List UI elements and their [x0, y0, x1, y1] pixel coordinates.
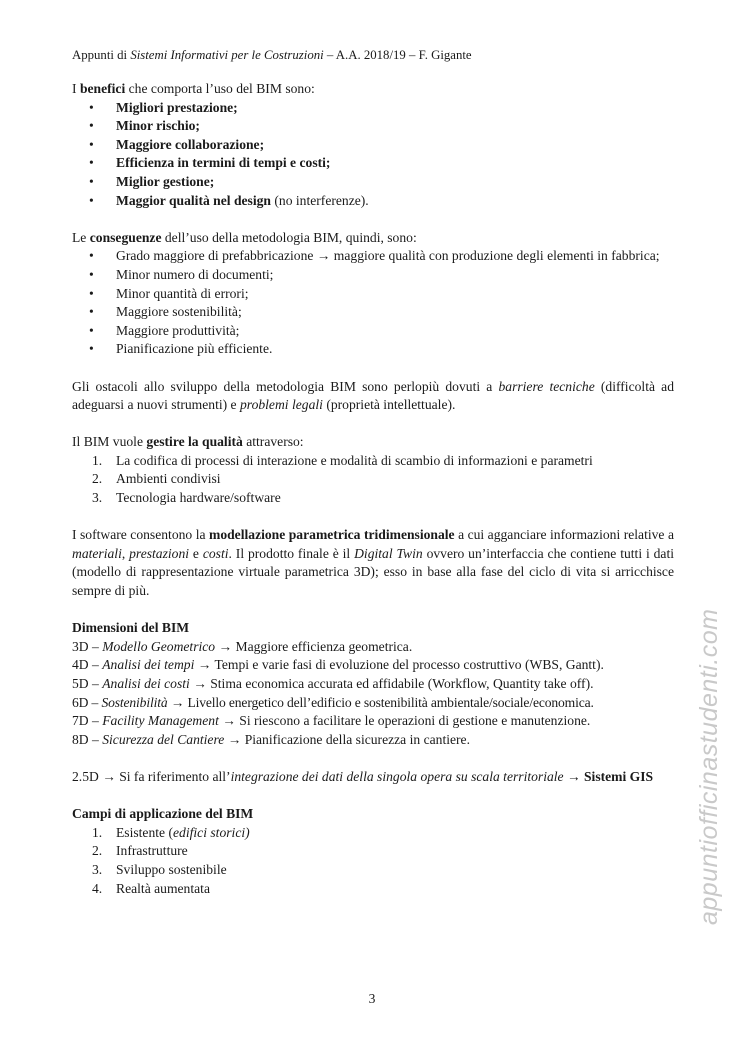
qualita-item-text: Ambienti condivisi	[116, 471, 221, 487]
list-item: • Maggiore sostenibilità;	[72, 303, 674, 322]
campi-item-text: Sviluppo sostenibile	[116, 861, 227, 877]
header-prefix: Appunti di	[72, 48, 131, 62]
list-item	[72, 173, 674, 192]
benefici-item-text: Efficienza in termini di tempi e costi;	[116, 155, 331, 171]
list-item	[72, 880, 674, 899]
ostacoli-problemi: problemi legali	[239, 397, 323, 413]
campi-item-text: Realtà aumentata	[116, 880, 210, 896]
benefici-list	[72, 99, 674, 211]
dimension-desc: → Maggiore efficienza geometrica.	[215, 638, 413, 654]
qualita-intro-post: attraverso:	[242, 434, 304, 450]
ostacoli-text-3: (proprietà intellettuale).	[322, 397, 456, 413]
gis-arrow: →	[563, 768, 584, 784]
campi-heading	[72, 805, 674, 824]
software-costi: costi	[202, 545, 229, 561]
dimensioni-heading	[72, 619, 674, 638]
ostacoli-paragraph	[72, 378, 674, 415]
benefici-item-text: Migliori prestazione;	[116, 99, 238, 115]
campi-title: Campi di applicazione del BIM	[72, 806, 254, 822]
dimension-label: 7D –	[72, 713, 103, 729]
list-item	[72, 136, 674, 155]
software-keyword: modellazione parametrica tridimensionale	[209, 527, 455, 543]
dimension-row	[72, 731, 674, 750]
software-text-3: ,	[121, 545, 130, 561]
list-item	[72, 452, 674, 471]
list-item	[72, 192, 674, 211]
campi-list	[72, 824, 674, 898]
dimension-label: 8D –	[72, 731, 103, 747]
dimension-label: 6D –	[72, 694, 102, 710]
dimension-name: Sostenibilità	[101, 694, 168, 710]
dimension-row	[72, 675, 674, 694]
dimension-desc: → Livello energetico dell’edificio e sostenibilità ambientale/sociale/economica.	[167, 694, 594, 710]
list-item	[72, 154, 674, 173]
software-text-4: e	[189, 545, 203, 561]
conseguenze-keyword: conseguenze	[89, 229, 162, 245]
list-item: • Minor numero di documenti;	[72, 266, 674, 285]
software-text-6: ovvero un’interfaccia che contiene tutti i dati (modello di rappresentazione virtuale parametrica 3D); esso in base alla fase del ciclo di vita si arricchisce sempre di più.	[72, 545, 675, 599]
dimension-name: Facility Management	[102, 713, 219, 729]
software-digital-twin: Digital Twin	[354, 545, 423, 561]
dimension-row	[72, 712, 674, 731]
software-text-5: . Il prodotto finale è il	[228, 545, 355, 561]
dimension-label: 3D –	[72, 638, 103, 654]
dimension-name: Analisi dei costi	[102, 676, 190, 691]
dimension-desc: → Si riescono a facilitare le operazioni di gestione e manutenzione.	[218, 713, 591, 729]
list-item	[72, 824, 674, 843]
gis-keyword: Sistemi GIS	[583, 768, 654, 784]
list-number: 3.	[92, 490, 103, 506]
page-header	[72, 46, 472, 65]
benefici-item-suffix: (no interferenze).	[270, 192, 369, 208]
dimension-desc: → Tempi e varie fasi di evoluzione del processo costruttivo (WBS, Gantt).	[194, 657, 604, 673]
list-item	[72, 489, 674, 508]
conseguenze-intro-post: dell’uso della metodologia BIM, quindi, sono:	[161, 229, 417, 245]
benefici-intro-post: che comporta l’uso del BIM sono:	[125, 81, 315, 96]
dimension-name: Sicurezza del Cantiere	[102, 731, 225, 747]
dimensioni-title: Dimensioni del BIM	[72, 620, 190, 636]
conseguenze-intro-pre: Le	[72, 229, 90, 245]
benefici-item-text: Maggiore collaborazione;	[116, 136, 265, 152]
campi-item-italic: edifici storici)	[173, 824, 250, 840]
list-number: 3.	[92, 861, 103, 877]
list-item: • Minor quantità di errori;	[72, 285, 674, 304]
dimension-row	[72, 694, 674, 713]
qualita-intro-pre: Il BIM vuole	[72, 434, 147, 450]
dimension-desc: → Pianificazione della sicurezza in cantiere.	[224, 731, 470, 747]
qualita-intro	[72, 433, 674, 452]
benefici-item-text: Minor rischio;	[116, 118, 200, 134]
dimension-label: 5D –	[72, 676, 103, 691]
list-number: 1.	[92, 824, 103, 840]
list-number: 4.	[92, 880, 103, 896]
list-item	[72, 470, 674, 489]
list-number: 1.	[92, 452, 103, 468]
dimension-name: Modello Geometrico	[102, 638, 216, 654]
list-item: • Maggiore produttività;	[72, 322, 674, 341]
list-number: 2.	[92, 471, 103, 487]
list-number: 2.	[92, 843, 103, 859]
dimension-label: 4D –	[72, 657, 103, 673]
qualita-keyword: gestire la qualità	[146, 434, 243, 450]
list-item	[72, 99, 674, 118]
ostacoli-text-2: (difficoltà ad adeguarsi a nuovi strumenti) e	[72, 378, 674, 413]
dimension-row	[72, 656, 674, 675]
gis-text-1: 2.5D → Si fa riferimento all’	[72, 768, 231, 784]
campi-item-text: Infrastrutture	[116, 843, 188, 859]
list-item	[72, 117, 674, 136]
list-item	[72, 842, 674, 861]
benefici-intro	[72, 80, 674, 99]
campi-item-text: Esistente (	[116, 824, 174, 840]
software-text-2: a cui agganciare informazioni relative a	[454, 527, 674, 543]
benefici-keyword: benefici	[79, 81, 126, 96]
list-item: • Grado maggiore di prefabbricazione → maggiore qualità con produzione degli elementi in fabbrica;	[72, 247, 674, 266]
gis-line	[72, 768, 674, 787]
benefici-item-text: Miglior gestione;	[116, 173, 215, 189]
software-materiali: materiali	[72, 545, 122, 561]
dimensioni-list	[72, 638, 674, 750]
dimension-name: Analisi dei tempi	[102, 657, 195, 673]
dimension-row	[72, 638, 674, 657]
watermark-text: appuntiofficinastudenti.com	[695, 608, 723, 925]
benefici-item-text: Maggior qualità nel design	[116, 192, 271, 208]
ostacoli-text-1: Gli ostacoli allo sviluppo della metodologia BIM sono perlopiù dovuti a	[72, 378, 499, 394]
software-text-1: I software consentono la	[72, 527, 209, 543]
conseguenze-intro	[72, 229, 674, 248]
benefici-intro-pre: I	[72, 81, 80, 96]
list-item	[72, 861, 674, 880]
qualita-item-text: La codifica di processi di interazione e modalità di scambio di informazioni e parametri	[116, 452, 593, 468]
page-content	[72, 80, 674, 898]
header-suffix: – A.A. 2018/19 – F. Gigante	[323, 48, 472, 62]
header-course: Sistemi Informativi per le Costruzioni	[130, 48, 324, 62]
software-prestazioni: prestazioni	[129, 545, 190, 561]
conseguenze-list	[72, 247, 674, 359]
ostacoli-barriere: barriere tecniche	[498, 378, 595, 394]
software-paragraph	[72, 526, 674, 600]
dimension-desc: → Stima economica accurata ed affidabile (Workflow, Quantity take off).	[189, 676, 594, 691]
page-number: 3	[368, 991, 376, 1006]
qualita-item-text: Tecnologia hardware/software	[116, 490, 281, 506]
list-item: • Pianificazione più efficiente.	[72, 340, 674, 359]
qualita-list	[72, 452, 674, 508]
gis-italic: integrazione dei dati della singola opera su scala territoriale	[230, 768, 564, 784]
